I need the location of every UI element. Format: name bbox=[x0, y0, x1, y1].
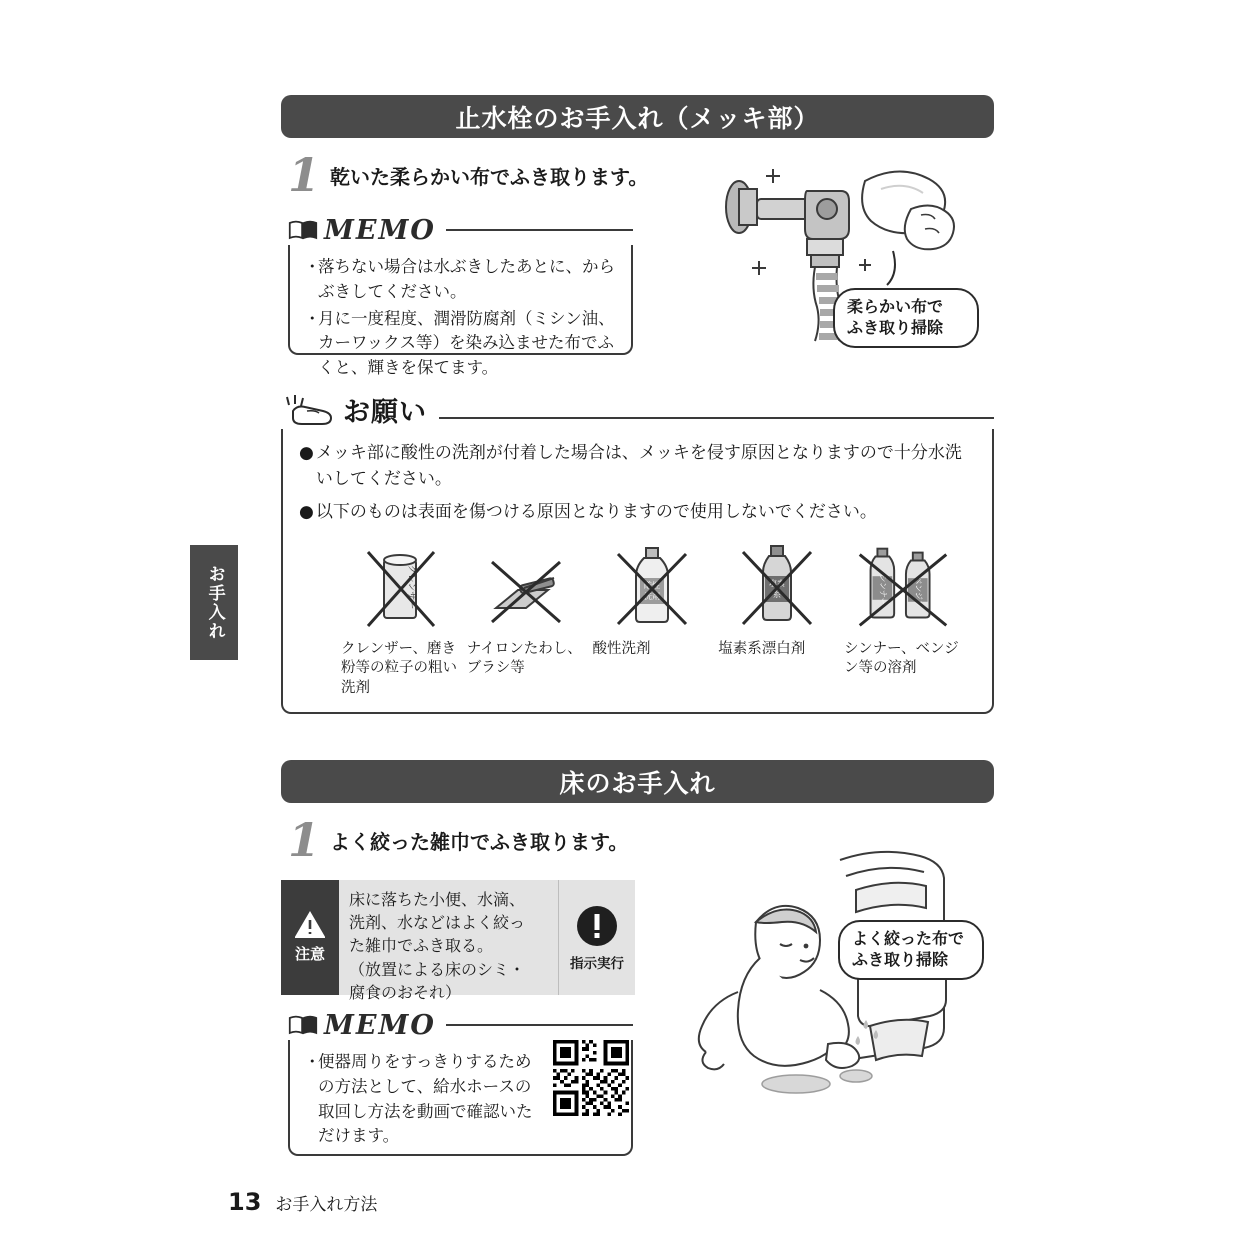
caution-box bbox=[281, 880, 635, 1002]
product-solvent bbox=[844, 542, 962, 699]
memo-item-text: 便器周りをすっきりするための方法として、給水ホースの取回し方法を動画で確認いただけます。 bbox=[318, 1052, 533, 1146]
svg-text:塩素: 塩素 bbox=[769, 578, 786, 588]
product-caption: 酸性洗剤 bbox=[592, 640, 651, 657]
svg-text:ベンジン: ベンジン bbox=[913, 575, 923, 607]
chlorine-bleach-bottle-icon bbox=[727, 542, 827, 634]
callout-bubble-2 bbox=[838, 920, 984, 980]
product-caption: クレンザー、磨き粉等の粒子の粗い洗剤 bbox=[341, 640, 457, 696]
svg-text:洗剤: 洗剤 bbox=[643, 591, 660, 601]
memo-item bbox=[304, 307, 617, 381]
request-item bbox=[299, 441, 976, 492]
memo-body bbox=[288, 245, 633, 377]
warning-triangle-icon bbox=[295, 911, 325, 939]
svg-text:シンナー: シンナー bbox=[878, 573, 888, 606]
request-box bbox=[281, 395, 994, 714]
cleanser-can-icon bbox=[350, 542, 450, 634]
request-item bbox=[299, 500, 976, 526]
caution-line-5: 腐食のおそれ） bbox=[349, 982, 462, 1002]
memo-title: MEMO bbox=[324, 1009, 436, 1041]
step-number: 1 bbox=[288, 148, 321, 202]
product-image bbox=[593, 542, 711, 634]
product-image bbox=[341, 542, 459, 634]
book-icon bbox=[288, 1014, 318, 1036]
memo-item bbox=[304, 255, 617, 305]
footer-title: お手入れ方法 bbox=[275, 1195, 378, 1215]
memo-bullet: ・ bbox=[304, 257, 321, 276]
nylon-brush-icon bbox=[476, 542, 576, 634]
step-number: 1 bbox=[288, 813, 321, 867]
memo-item-text: 月に一度程度、潤滑防腐剤（ミシン油、カーワックス等）を染み込ませた布でふくと、輝きを保てます。 bbox=[318, 308, 615, 377]
caution-action bbox=[558, 880, 635, 995]
step-text: 乾いた柔らかい布でふき取ります。 bbox=[330, 165, 649, 190]
request-item-text: メッキ部に酸性の洗剤が付着した場合は、メッキを侵す原因となりますので十分水洗いしてください。 bbox=[315, 443, 962, 489]
thinner-benzine-cans-icon bbox=[844, 542, 962, 634]
caution-action-label: 指示実行 bbox=[570, 955, 624, 972]
caution-line-4: （放置による床のシミ・ bbox=[349, 959, 526, 979]
memo-rule bbox=[446, 229, 633, 231]
pointing-hand-icon bbox=[281, 395, 339, 429]
request-item-text: 以下のものは表面を傷つける原因となりますので使用しないでください。 bbox=[315, 502, 877, 522]
memo-header bbox=[288, 215, 633, 245]
memo-box-1 bbox=[288, 214, 633, 377]
mandatory-action-icon bbox=[575, 904, 619, 948]
product-acid-cleaner bbox=[593, 542, 711, 699]
memo-title: MEMO bbox=[324, 214, 436, 246]
step-1-section-2 bbox=[288, 813, 629, 867]
callout-line-2: ふき取り掃除 bbox=[847, 317, 944, 337]
request-header bbox=[281, 395, 994, 429]
section-title-1 bbox=[281, 95, 994, 138]
product-caption: ナイロンたわし、ブラシ等 bbox=[466, 640, 582, 677]
qr-code[interactable] bbox=[553, 1040, 629, 1116]
memo-header bbox=[288, 1010, 633, 1040]
product-image bbox=[467, 542, 585, 634]
product-image bbox=[718, 542, 836, 634]
request-rule bbox=[439, 417, 994, 419]
callout-line-2: ふき取り掃除 bbox=[852, 949, 949, 969]
product-chlorine-bleach bbox=[718, 542, 836, 699]
step-1-section-1 bbox=[288, 148, 649, 202]
caution-text bbox=[339, 880, 558, 1002]
product-image bbox=[844, 542, 962, 634]
side-tab-label: お手入れ bbox=[204, 564, 225, 641]
section-title-2 bbox=[281, 760, 994, 803]
request-body bbox=[281, 429, 994, 714]
caution-line-2: 洗剤、水などはよく絞っ bbox=[349, 913, 526, 933]
caution-line-3: た雑巾でふき取る。 bbox=[349, 936, 494, 956]
memo-bullet: ・ bbox=[304, 308, 321, 328]
memo-bullet: ・ bbox=[304, 1052, 321, 1071]
product-caption: 塩素系漂白剤 bbox=[718, 640, 806, 657]
caution-label: 注意 bbox=[294, 945, 325, 963]
product-cleanser bbox=[341, 542, 459, 699]
side-tab-care bbox=[190, 545, 238, 660]
callout-line-1: 柔らかい布で bbox=[847, 297, 944, 316]
memo-rule bbox=[446, 1024, 633, 1026]
caution-line-1: 床に落ちた小便、水滴、 bbox=[349, 890, 526, 909]
acid-cleaner-bottle-icon bbox=[602, 542, 702, 634]
prohibited-products-row bbox=[299, 534, 976, 699]
callout-line-1: よく絞った布で bbox=[852, 929, 965, 948]
request-bullet: ● bbox=[299, 502, 314, 522]
product-caption: シンナー、ベンジン等の溶剤 bbox=[844, 640, 959, 677]
caution-tag bbox=[281, 880, 339, 995]
illustration-floor-wipe bbox=[660, 830, 1000, 1130]
svg-text:クレンザー: クレンザー bbox=[406, 564, 416, 609]
page-footer bbox=[228, 1188, 377, 1216]
callout-bubble-1 bbox=[833, 288, 979, 348]
section-title-1-text: 止水栓のお手入れ（メッキ部） bbox=[455, 103, 820, 133]
step-text: よく絞った雑巾でふき取ります。 bbox=[330, 830, 629, 855]
request-title: お願い bbox=[343, 397, 427, 428]
memo-item-text: 落ちない場合は水ぶきしたあとに、からぶきしてください。 bbox=[318, 257, 615, 301]
request-bullet: ● bbox=[299, 443, 314, 463]
svg-text:系: 系 bbox=[773, 589, 782, 599]
book-icon bbox=[288, 219, 318, 241]
page-number: 13 bbox=[228, 1188, 262, 1216]
product-brush bbox=[467, 542, 585, 699]
section-title-2-text: 床のお手入れ bbox=[559, 768, 716, 798]
svg-text:酸性: 酸性 bbox=[643, 580, 660, 590]
